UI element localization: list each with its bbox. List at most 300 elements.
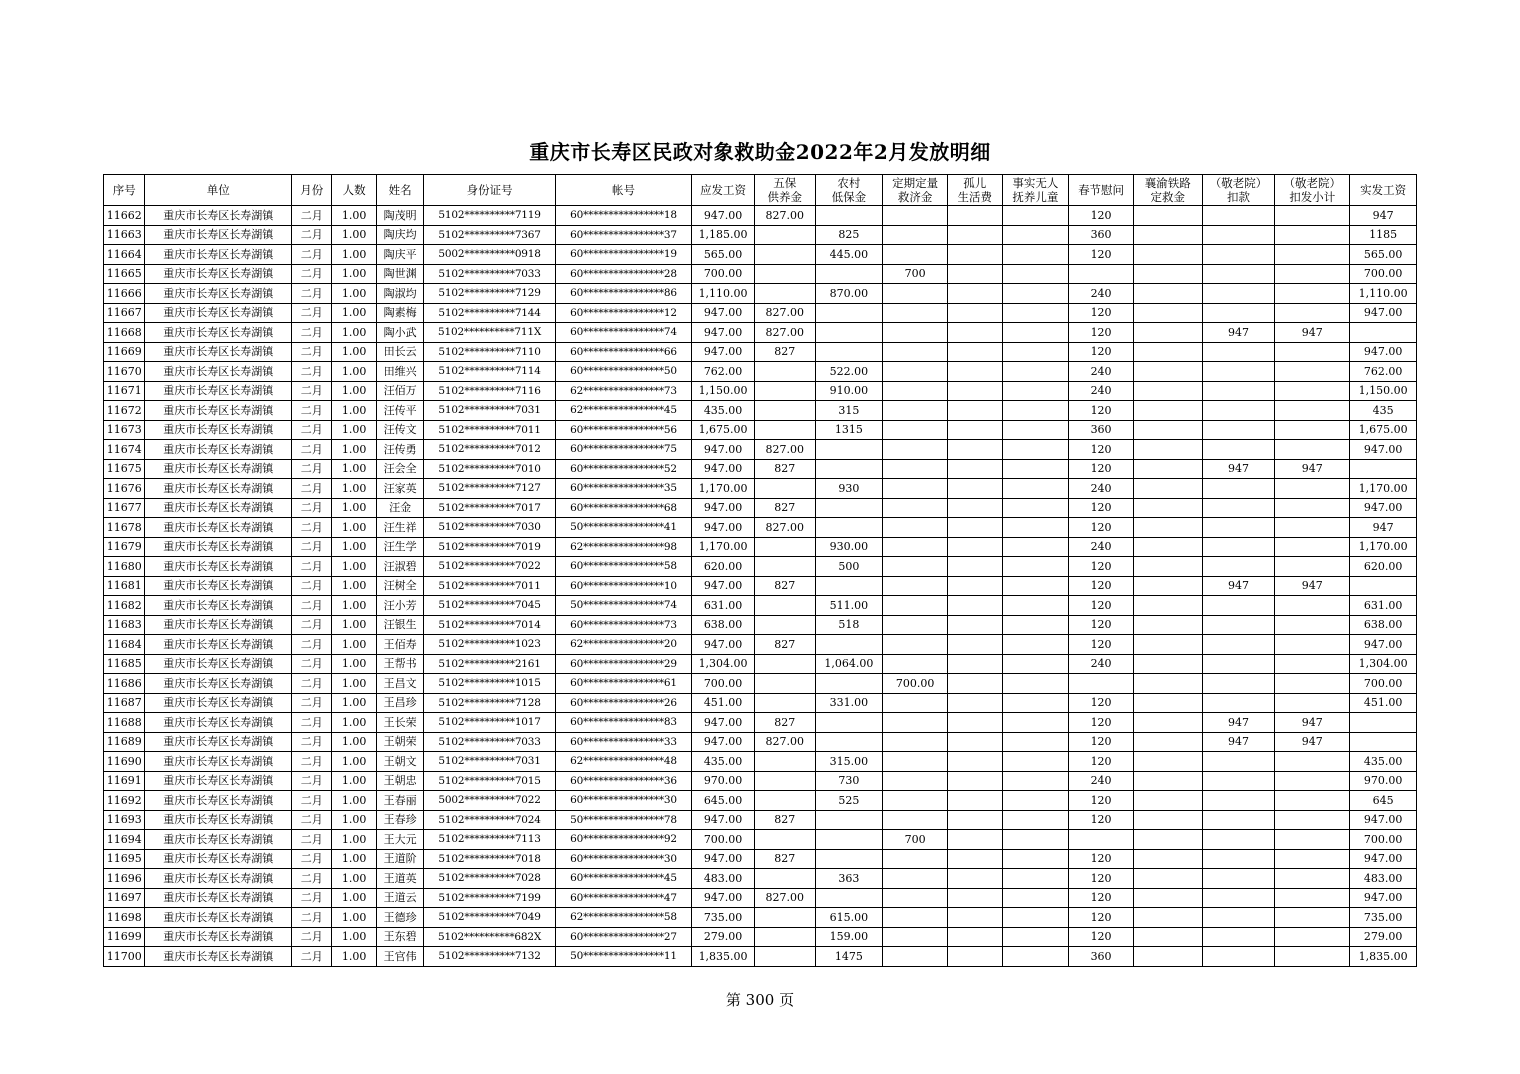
cell-acct: 60****************33 xyxy=(555,732,691,752)
column-header-xiangyu: 襄渝铁路 定救金 xyxy=(1133,175,1202,206)
cell-name: 王朝忠 xyxy=(376,771,424,791)
cell-name: 汪会全 xyxy=(376,459,424,479)
cell-shishi xyxy=(1002,362,1069,382)
cell-persons: 1.00 xyxy=(332,225,376,245)
cell-due: 645.00 xyxy=(692,791,755,811)
cell-id: 5102**********7012 xyxy=(424,440,555,460)
cell-jlykk xyxy=(1202,635,1275,655)
cell-jlykk xyxy=(1202,264,1275,284)
cell-guer xyxy=(947,732,1002,752)
cell-persons: 1.00 xyxy=(332,284,376,304)
cell-shishi xyxy=(1002,674,1069,694)
cell-id: 5102**********7119 xyxy=(424,206,555,226)
cell-id: 5102**********7018 xyxy=(424,849,555,869)
cell-due: 947.00 xyxy=(692,810,755,830)
cell-seq: 11687 xyxy=(104,693,145,713)
cell-seq: 11673 xyxy=(104,420,145,440)
cell-seq: 11682 xyxy=(104,596,145,616)
cell-wubao: 827.00 xyxy=(754,518,815,538)
cell-acct: 60****************28 xyxy=(555,264,691,284)
table-row xyxy=(104,888,1417,908)
cell-jlyxj xyxy=(1275,869,1350,889)
cell-due: 970.00 xyxy=(692,771,755,791)
cell-shishi xyxy=(1002,810,1069,830)
cell-guer xyxy=(947,381,1002,401)
table-row xyxy=(104,342,1417,362)
cell-seq: 11672 xyxy=(104,401,145,421)
cell-wubao: 827.00 xyxy=(754,323,815,343)
cell-jlykk xyxy=(1202,947,1275,967)
cell-dibao xyxy=(815,518,883,538)
cell-due: 435.00 xyxy=(692,752,755,772)
cell-dingqi xyxy=(883,420,948,440)
cell-dingqi xyxy=(883,537,948,557)
table-row xyxy=(104,401,1417,421)
cell-persons: 1.00 xyxy=(332,479,376,499)
cell-jlyxj xyxy=(1275,927,1350,947)
cell-persons: 1.00 xyxy=(332,869,376,889)
cell-wubao: 827.00 xyxy=(754,206,815,226)
cell-acct: 60****************61 xyxy=(555,674,691,694)
cell-guer xyxy=(947,791,1002,811)
cell-unit: 重庆市长寿区长寿湖镇 xyxy=(145,888,292,908)
cell-id: 5102**********7010 xyxy=(424,459,555,479)
cell-dibao: 315.00 xyxy=(815,752,883,772)
cell-month: 二月 xyxy=(292,615,332,635)
cell-id: 5102**********7367 xyxy=(424,225,555,245)
cell-seq: 11676 xyxy=(104,479,145,499)
cell-seq: 11699 xyxy=(104,927,145,947)
cell-name: 陶小武 xyxy=(376,323,424,343)
cell-acct: 60****************10 xyxy=(555,576,691,596)
cell-dingqi xyxy=(883,284,948,304)
cell-jlykk xyxy=(1202,284,1275,304)
cell-xiangyu xyxy=(1133,947,1202,967)
cell-dibao xyxy=(815,498,883,518)
cell-chunjie: 120 xyxy=(1069,810,1134,830)
cell-chunjie: 360 xyxy=(1069,947,1134,967)
cell-id: 5002**********0918 xyxy=(424,245,555,265)
cell-seq: 11693 xyxy=(104,810,145,830)
cell-dibao xyxy=(815,303,883,323)
cell-dibao: 930 xyxy=(815,479,883,499)
cell-jlyxj xyxy=(1275,615,1350,635)
cell-jlyxj xyxy=(1275,518,1350,538)
cell-due: 483.00 xyxy=(692,869,755,889)
cell-unit: 重庆市长寿区长寿湖镇 xyxy=(145,713,292,733)
table-row xyxy=(104,947,1417,967)
cell-actual: 947 xyxy=(1350,518,1417,538)
cell-month: 二月 xyxy=(292,557,332,577)
cell-actual: 565.00 xyxy=(1350,245,1417,265)
cell-persons: 1.00 xyxy=(332,440,376,460)
cell-due: 947.00 xyxy=(692,518,755,538)
cell-jlyxj xyxy=(1275,635,1350,655)
cell-shishi xyxy=(1002,498,1069,518)
cell-chunjie: 120 xyxy=(1069,498,1134,518)
cell-jlyxj xyxy=(1275,245,1350,265)
cell-chunjie: 240 xyxy=(1069,654,1134,674)
cell-dingqi xyxy=(883,381,948,401)
table-row xyxy=(104,459,1417,479)
cell-actual: 735.00 xyxy=(1350,908,1417,928)
cell-xiangyu xyxy=(1133,479,1202,499)
cell-shishi xyxy=(1002,518,1069,538)
cell-dingqi xyxy=(883,791,948,811)
cell-due: 1,835.00 xyxy=(692,947,755,967)
cell-due: 1,675.00 xyxy=(692,420,755,440)
cell-unit: 重庆市长寿区长寿湖镇 xyxy=(145,518,292,538)
cell-jlyxj xyxy=(1275,693,1350,713)
cell-month: 二月 xyxy=(292,635,332,655)
column-header-dingqi: 定期定量 救济金 xyxy=(883,175,948,206)
table-row xyxy=(104,752,1417,772)
cell-seq: 11684 xyxy=(104,635,145,655)
cell-jlyxj xyxy=(1275,791,1350,811)
cell-name: 王昌珍 xyxy=(376,693,424,713)
cell-jlykk xyxy=(1202,908,1275,928)
cell-id: 5102**********7015 xyxy=(424,771,555,791)
cell-acct: 60****************18 xyxy=(555,206,691,226)
cell-persons: 1.00 xyxy=(332,401,376,421)
cell-acct: 60****************37 xyxy=(555,225,691,245)
cell-guer xyxy=(947,869,1002,889)
table-row xyxy=(104,440,1417,460)
cell-guer xyxy=(947,440,1002,460)
cell-dingqi xyxy=(883,927,948,947)
cell-shishi xyxy=(1002,401,1069,421)
cell-guer xyxy=(947,401,1002,421)
cell-dingqi xyxy=(883,518,948,538)
column-header-persons: 人数 xyxy=(332,175,376,206)
cell-persons: 1.00 xyxy=(332,908,376,928)
cell-persons: 1.00 xyxy=(332,732,376,752)
cell-wubao xyxy=(754,381,815,401)
cell-acct: 60****************92 xyxy=(555,830,691,850)
cell-month: 二月 xyxy=(292,830,332,850)
cell-name: 王春珍 xyxy=(376,810,424,830)
cell-jlyxj xyxy=(1275,479,1350,499)
cell-shishi xyxy=(1002,713,1069,733)
cell-due: 947.00 xyxy=(692,576,755,596)
cell-id: 5102**********7114 xyxy=(424,362,555,382)
column-header-dibao: 农村 低保金 xyxy=(815,175,883,206)
cell-jlykk: 947 xyxy=(1202,713,1275,733)
cell-actual: 1185 xyxy=(1350,225,1417,245)
cell-shishi xyxy=(1002,303,1069,323)
cell-name: 陶庆均 xyxy=(376,225,424,245)
cell-dingqi xyxy=(883,869,948,889)
cell-xiangyu xyxy=(1133,752,1202,772)
cell-unit: 重庆市长寿区长寿湖镇 xyxy=(145,459,292,479)
cell-id: 5102**********7028 xyxy=(424,869,555,889)
cell-guer xyxy=(947,674,1002,694)
table-row xyxy=(104,498,1417,518)
cell-shishi xyxy=(1002,557,1069,577)
cell-guer xyxy=(947,323,1002,343)
cell-jlyxj xyxy=(1275,771,1350,791)
cell-name: 汪传勇 xyxy=(376,440,424,460)
cell-jlyxj: 947 xyxy=(1275,732,1350,752)
cell-name: 田维兴 xyxy=(376,362,424,382)
cell-unit: 重庆市长寿区长寿湖镇 xyxy=(145,830,292,850)
cell-chunjie: 120 xyxy=(1069,732,1134,752)
cell-shishi xyxy=(1002,654,1069,674)
cell-month: 二月 xyxy=(292,225,332,245)
cell-name: 陶淑均 xyxy=(376,284,424,304)
cell-shishi xyxy=(1002,440,1069,460)
cell-xiangyu xyxy=(1133,381,1202,401)
cell-id: 5102**********7116 xyxy=(424,381,555,401)
cell-shishi xyxy=(1002,323,1069,343)
cell-shishi xyxy=(1002,381,1069,401)
cell-dingqi xyxy=(883,888,948,908)
column-header-actual: 实发工资 xyxy=(1350,175,1417,206)
cell-unit: 重庆市长寿区长寿湖镇 xyxy=(145,771,292,791)
table-row xyxy=(104,518,1417,538)
cell-guer xyxy=(947,459,1002,479)
cell-id: 5102**********7045 xyxy=(424,596,555,616)
cell-actual: 620.00 xyxy=(1350,557,1417,577)
cell-month: 二月 xyxy=(292,752,332,772)
cell-jlykk xyxy=(1202,596,1275,616)
cell-acct: 62****************48 xyxy=(555,752,691,772)
cell-dibao xyxy=(815,264,883,284)
cell-guer xyxy=(947,537,1002,557)
cell-dingqi xyxy=(883,810,948,830)
cell-month: 二月 xyxy=(292,284,332,304)
cell-unit: 重庆市长寿区长寿湖镇 xyxy=(145,654,292,674)
cell-xiangyu xyxy=(1133,674,1202,694)
cell-due: 1,304.00 xyxy=(692,654,755,674)
cell-acct: 60****************36 xyxy=(555,771,691,791)
cell-dingqi xyxy=(883,440,948,460)
cell-persons: 1.00 xyxy=(332,771,376,791)
cell-actual: 645 xyxy=(1350,791,1417,811)
cell-jlykk xyxy=(1202,420,1275,440)
cell-persons: 1.00 xyxy=(332,381,376,401)
cell-unit: 重庆市长寿区长寿湖镇 xyxy=(145,869,292,889)
cell-jlykk xyxy=(1202,381,1275,401)
cell-unit: 重庆市长寿区长寿湖镇 xyxy=(145,206,292,226)
cell-wubao: 827 xyxy=(754,849,815,869)
cell-guer xyxy=(947,362,1002,382)
cell-seq: 11692 xyxy=(104,791,145,811)
cell-due: 947.00 xyxy=(692,303,755,323)
cell-name: 汪银生 xyxy=(376,615,424,635)
cell-acct: 60****************35 xyxy=(555,479,691,499)
table-row xyxy=(104,245,1417,265)
cell-due: 700.00 xyxy=(692,674,755,694)
page-number: 第 300 页 xyxy=(725,991,795,1009)
cell-chunjie: 240 xyxy=(1069,381,1134,401)
cell-jlykk xyxy=(1202,537,1275,557)
cell-dibao: 730 xyxy=(815,771,883,791)
cell-name: 汪金 xyxy=(376,498,424,518)
cell-seq: 11694 xyxy=(104,830,145,850)
cell-name: 王道阶 xyxy=(376,849,424,869)
cell-actual: 947.00 xyxy=(1350,303,1417,323)
cell-jlykk xyxy=(1202,206,1275,226)
cell-name: 陶世渊 xyxy=(376,264,424,284)
cell-dingqi xyxy=(883,576,948,596)
cell-seq: 11665 xyxy=(104,264,145,284)
cell-acct: 60****************66 xyxy=(555,342,691,362)
cell-due: 947.00 xyxy=(692,323,755,343)
cell-actual: 1,304.00 xyxy=(1350,654,1417,674)
cell-persons: 1.00 xyxy=(332,557,376,577)
cell-wubao: 827 xyxy=(754,810,815,830)
cell-guer xyxy=(947,635,1002,655)
cell-dibao xyxy=(815,342,883,362)
cell-month: 二月 xyxy=(292,927,332,947)
cell-persons: 1.00 xyxy=(332,674,376,694)
cell-wubao: 827 xyxy=(754,498,815,518)
cell-name: 汪树全 xyxy=(376,576,424,596)
cell-chunjie: 120 xyxy=(1069,869,1134,889)
cell-actual: 435 xyxy=(1350,401,1417,421)
cell-shishi xyxy=(1002,596,1069,616)
cell-id: 5102**********7128 xyxy=(424,693,555,713)
cell-actual: 947.00 xyxy=(1350,888,1417,908)
payment-table xyxy=(103,174,1417,967)
cell-actual: 947.00 xyxy=(1350,849,1417,869)
cell-persons: 1.00 xyxy=(332,947,376,967)
cell-dingqi xyxy=(883,557,948,577)
cell-jlyxj xyxy=(1275,654,1350,674)
cell-dingqi xyxy=(883,479,948,499)
cell-dingqi xyxy=(883,693,948,713)
cell-shishi xyxy=(1002,264,1069,284)
cell-guer xyxy=(947,245,1002,265)
cell-wubao xyxy=(754,674,815,694)
cell-jlyxj xyxy=(1275,362,1350,382)
table-row xyxy=(104,927,1417,947)
cell-xiangyu xyxy=(1133,557,1202,577)
table-row xyxy=(104,420,1417,440)
cell-persons: 1.00 xyxy=(332,615,376,635)
cell-name: 王帮书 xyxy=(376,654,424,674)
column-header-seq: 序号 xyxy=(104,175,145,206)
cell-name: 王德珍 xyxy=(376,908,424,928)
cell-id: 5102**********7110 xyxy=(424,342,555,362)
cell-jlyxj xyxy=(1275,206,1350,226)
cell-due: 947.00 xyxy=(692,849,755,869)
cell-dibao xyxy=(815,635,883,655)
cell-jlykk xyxy=(1202,303,1275,323)
cell-xiangyu xyxy=(1133,459,1202,479)
cell-xiangyu xyxy=(1133,498,1202,518)
cell-wubao: 827 xyxy=(754,576,815,596)
cell-xiangyu xyxy=(1133,908,1202,928)
cell-wubao xyxy=(754,420,815,440)
column-header-jlykk: （敬老院） 扣款 xyxy=(1202,175,1275,206)
cell-acct: 60****************58 xyxy=(555,557,691,577)
cell-xiangyu xyxy=(1133,771,1202,791)
cell-shishi xyxy=(1002,537,1069,557)
cell-guer xyxy=(947,557,1002,577)
cell-name: 汪生祥 xyxy=(376,518,424,538)
cell-guer xyxy=(947,752,1002,772)
cell-chunjie: 120 xyxy=(1069,459,1134,479)
cell-shishi xyxy=(1002,752,1069,772)
cell-xiangyu xyxy=(1133,888,1202,908)
cell-unit: 重庆市长寿区长寿湖镇 xyxy=(145,342,292,362)
cell-shishi xyxy=(1002,927,1069,947)
cell-dingqi: 700.00 xyxy=(883,674,948,694)
table-row xyxy=(104,303,1417,323)
table-row xyxy=(104,732,1417,752)
cell-name: 汪小芳 xyxy=(376,596,424,616)
table-row xyxy=(104,635,1417,655)
cell-chunjie: 120 xyxy=(1069,908,1134,928)
cell-chunjie: 120 xyxy=(1069,303,1134,323)
cell-dibao xyxy=(815,713,883,733)
cell-xiangyu xyxy=(1133,303,1202,323)
cell-dibao xyxy=(815,849,883,869)
cell-jlyxj xyxy=(1275,225,1350,245)
cell-persons: 1.00 xyxy=(332,303,376,323)
cell-chunjie: 120 xyxy=(1069,440,1134,460)
cell-jlykk xyxy=(1202,869,1275,889)
cell-seq: 11686 xyxy=(104,674,145,694)
cell-seq: 11669 xyxy=(104,342,145,362)
cell-persons: 1.00 xyxy=(332,888,376,908)
cell-persons: 1.00 xyxy=(332,654,376,674)
cell-jlykk xyxy=(1202,225,1275,245)
cell-guer xyxy=(947,713,1002,733)
cell-acct: 50****************78 xyxy=(555,810,691,830)
cell-wubao xyxy=(754,537,815,557)
header-row xyxy=(104,175,1417,206)
cell-jlyxj xyxy=(1275,264,1350,284)
cell-persons: 1.00 xyxy=(332,576,376,596)
cell-chunjie: 240 xyxy=(1069,479,1134,499)
cell-seq: 11671 xyxy=(104,381,145,401)
cell-id: 5102**********7024 xyxy=(424,810,555,830)
column-header-id: 身份证号 xyxy=(424,175,555,206)
cell-chunjie xyxy=(1069,674,1134,694)
cell-dingqi: 700 xyxy=(883,830,948,850)
column-header-month: 月份 xyxy=(292,175,332,206)
cell-month: 二月 xyxy=(292,888,332,908)
cell-dibao: 363 xyxy=(815,869,883,889)
cell-wubao: 827.00 xyxy=(754,303,815,323)
cell-jlykk xyxy=(1202,557,1275,577)
cell-guer xyxy=(947,830,1002,850)
cell-month: 二月 xyxy=(292,596,332,616)
cell-dingqi xyxy=(883,323,948,343)
cell-jlyxj: 947 xyxy=(1275,459,1350,479)
cell-month: 二月 xyxy=(292,518,332,538)
cell-id: 5102**********7031 xyxy=(424,401,555,421)
cell-wubao: 827.00 xyxy=(754,440,815,460)
table-row xyxy=(104,206,1417,226)
cell-seq: 11689 xyxy=(104,732,145,752)
cell-due: 947.00 xyxy=(692,498,755,518)
cell-id: 5002**********7022 xyxy=(424,791,555,811)
cell-name: 王朝荣 xyxy=(376,732,424,752)
cell-acct: 50****************41 xyxy=(555,518,691,538)
cell-unit: 重庆市长寿区长寿湖镇 xyxy=(145,791,292,811)
cell-actual: 947.00 xyxy=(1350,498,1417,518)
cell-chunjie: 120 xyxy=(1069,323,1134,343)
cell-persons: 1.00 xyxy=(332,830,376,850)
cell-acct: 50****************74 xyxy=(555,596,691,616)
cell-guer xyxy=(947,206,1002,226)
cell-id: 5102**********7017 xyxy=(424,498,555,518)
cell-persons: 1.00 xyxy=(332,323,376,343)
